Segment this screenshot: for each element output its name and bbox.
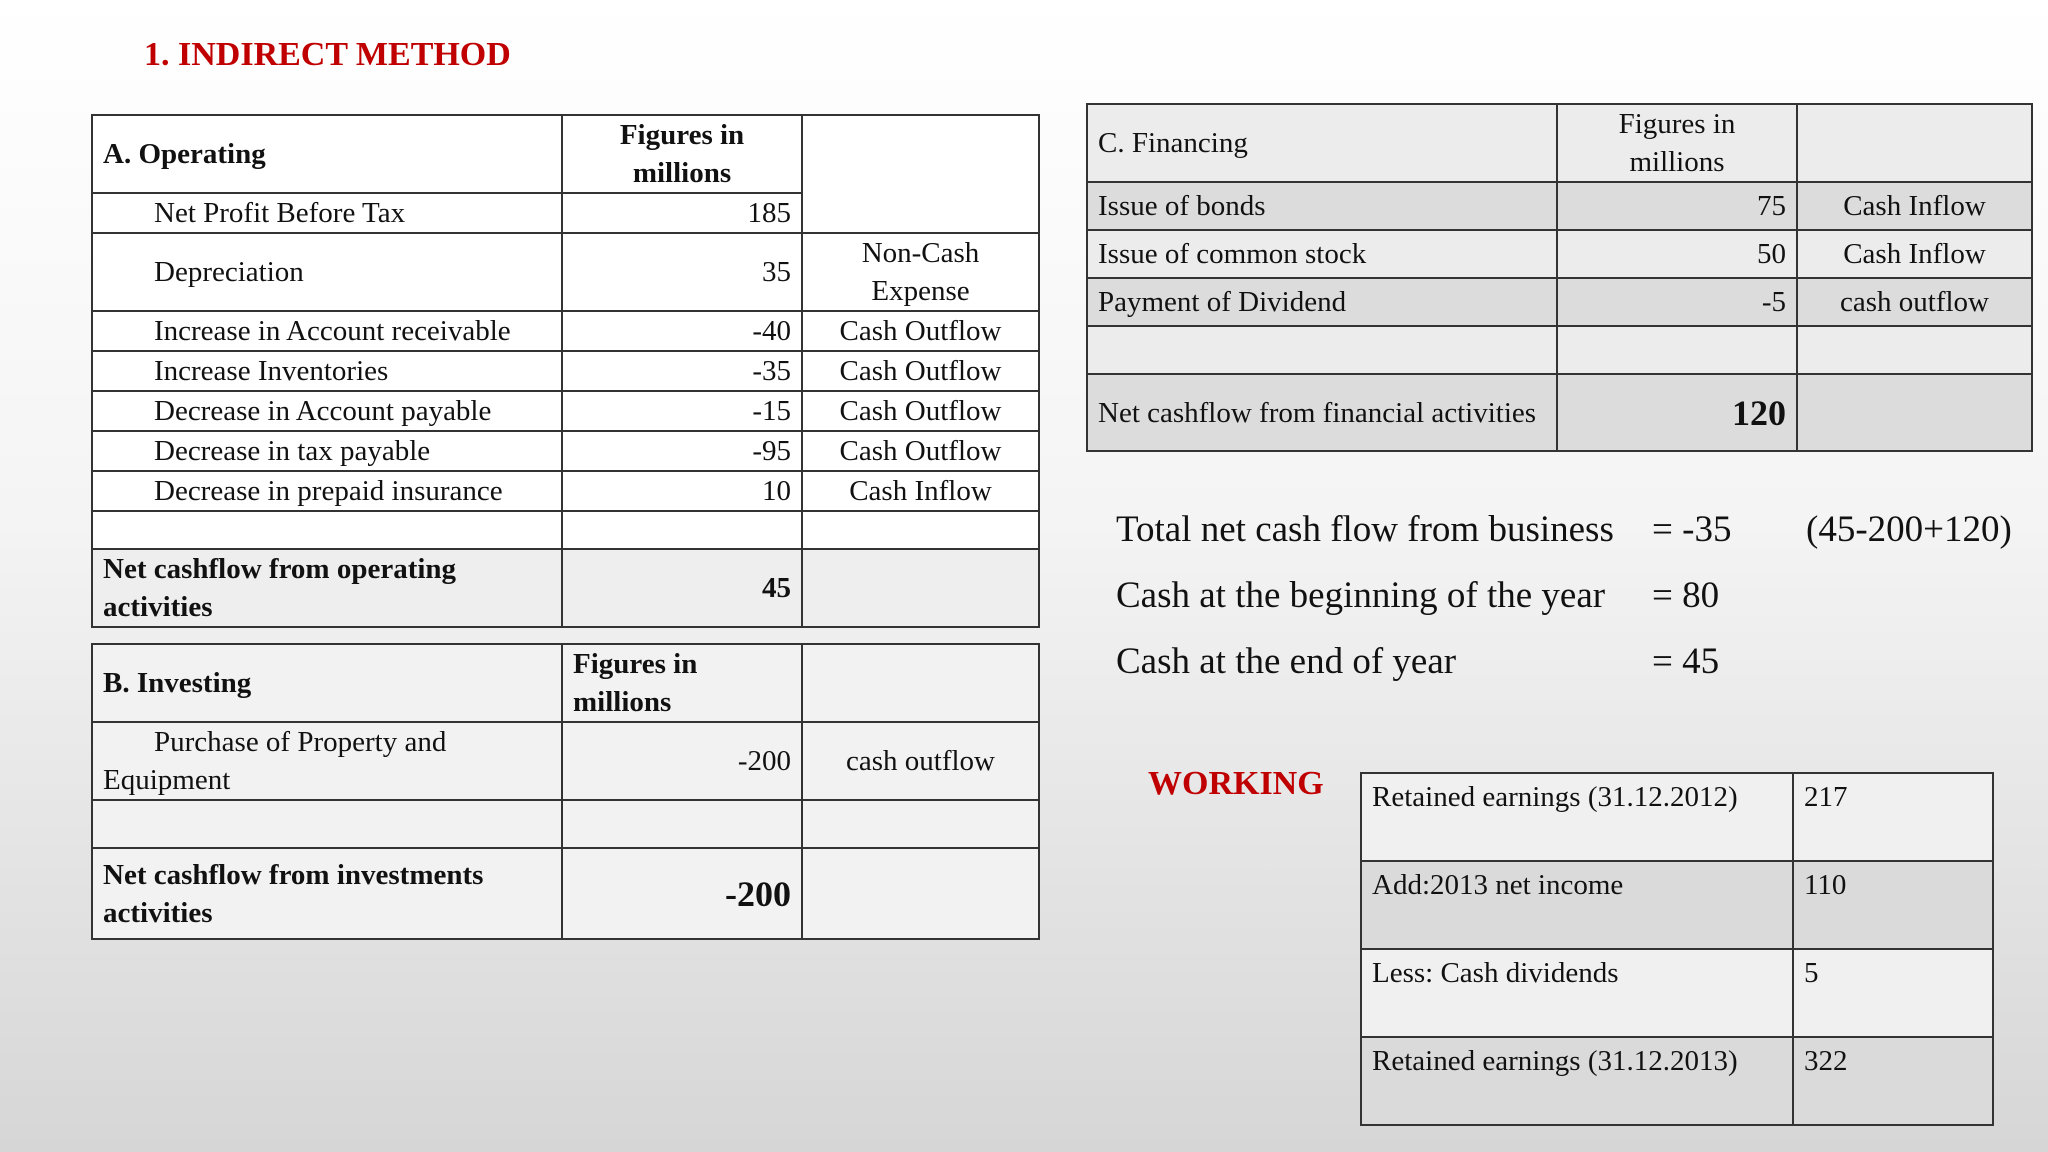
operating-row-type: Cash Inflow bbox=[802, 471, 1039, 511]
financing-row-value: 50 bbox=[1557, 230, 1797, 278]
financing-total-label: Net cashflow from financial activities bbox=[1087, 374, 1557, 451]
operating-row-type: Cash Outflow bbox=[802, 351, 1039, 391]
investing-total-label: Net cashflow from investments activities bbox=[92, 848, 562, 939]
summary-value: = -35 bbox=[1652, 509, 1732, 550]
operating-row-label: Increase in Account receivable bbox=[92, 311, 562, 351]
operating-header: A. Operating bbox=[92, 115, 562, 193]
financing-empty-cell bbox=[1087, 326, 1557, 374]
operating-row-type: Cash Outflow bbox=[802, 431, 1039, 471]
summary-value: = 45 bbox=[1652, 641, 1720, 682]
operating-row-value: 10 bbox=[562, 471, 802, 511]
working-row-label: Add:2013 net income bbox=[1361, 861, 1793, 949]
operating-row-label: Net Profit Before Tax bbox=[92, 193, 562, 233]
operating-row-label: Decrease in tax payable bbox=[92, 431, 562, 471]
investing-total-value: -200 bbox=[562, 848, 802, 939]
operating-table bbox=[91, 114, 1040, 628]
summary-value: = 80 bbox=[1652, 575, 1720, 616]
investing-blank-cell bbox=[802, 644, 1039, 722]
financing-row-label: Payment of Dividend bbox=[1087, 278, 1557, 326]
operating-row-type: Non-Cash Expense bbox=[802, 233, 1039, 311]
financing-row-label: Issue of common stock bbox=[1087, 230, 1557, 278]
financing-col-header: Figures in millions bbox=[1557, 104, 1797, 182]
financing-row-type: Cash Inflow bbox=[1797, 230, 2032, 278]
financing-blank-cell bbox=[1797, 104, 2032, 182]
investing-empty-cell bbox=[802, 848, 1039, 939]
summary-note: (45-200+120) bbox=[1806, 509, 2012, 550]
working-row-label: Retained earnings (31.12.2013) bbox=[1361, 1037, 1793, 1125]
operating-row-label: Decrease in prepaid insurance bbox=[92, 471, 562, 511]
investing-table bbox=[91, 643, 1040, 940]
financing-empty-cell bbox=[1797, 374, 2032, 451]
investing-col-header: Figures in millions bbox=[562, 644, 802, 722]
summary-line-end bbox=[1116, 640, 1816, 683]
financing-row-value: 75 bbox=[1557, 182, 1797, 230]
financing-empty-cell bbox=[1797, 326, 2032, 374]
operating-row-label: Depreciation bbox=[92, 233, 562, 311]
summary-label: Cash at the beginning of the year bbox=[1116, 575, 1606, 616]
operating-total-value: 45 bbox=[562, 549, 802, 627]
investing-header: B. Investing bbox=[92, 644, 562, 722]
operating-empty-cell bbox=[562, 511, 802, 549]
operating-blank-cell bbox=[802, 115, 1039, 233]
investing-empty-cell bbox=[92, 800, 562, 848]
summary-label: Cash at the end of year bbox=[1116, 641, 1457, 682]
financing-row-type: cash outflow bbox=[1797, 278, 2032, 326]
investing-empty-cell bbox=[802, 800, 1039, 848]
financing-total-value: 120 bbox=[1557, 374, 1797, 451]
financing-row-value: -5 bbox=[1557, 278, 1797, 326]
investing-empty-cell bbox=[562, 800, 802, 848]
operating-empty-cell bbox=[802, 549, 1039, 627]
working-row-value: 322 bbox=[1793, 1037, 1993, 1125]
investing-row-value: -200 bbox=[562, 722, 802, 800]
operating-empty-cell bbox=[92, 511, 562, 549]
operating-row-type: Cash Outflow bbox=[802, 311, 1039, 351]
working-row-value: 110 bbox=[1793, 861, 1993, 949]
operating-row-type: Cash Outflow bbox=[802, 391, 1039, 431]
working-row-value: 5 bbox=[1793, 949, 1993, 1037]
financing-row-label: Issue of bonds bbox=[1087, 182, 1557, 230]
summary-label: Total net cash flow from business bbox=[1116, 509, 1614, 550]
working-label: WORKING bbox=[1148, 765, 1324, 802]
financing-table bbox=[1086, 103, 2033, 452]
working-row-label: Retained earnings (31.12.2012) bbox=[1361, 773, 1793, 861]
summary-line-beginning bbox=[1116, 574, 1816, 617]
page-title: 1. INDIRECT METHOD bbox=[144, 36, 511, 73]
financing-header: C. Financing bbox=[1087, 104, 1557, 182]
working-table bbox=[1360, 772, 1994, 1126]
working-row-label: Less: Cash dividends bbox=[1361, 949, 1793, 1037]
operating-row-label: Increase Inventories bbox=[92, 351, 562, 391]
summary-line-total bbox=[1116, 508, 2012, 551]
operating-row-label: Decrease in Account payable bbox=[92, 391, 562, 431]
working-row-value: 217 bbox=[1793, 773, 1993, 861]
investing-row-type: cash outflow bbox=[802, 722, 1039, 800]
operating-row-value: 185 bbox=[562, 193, 802, 233]
operating-total-label: Net cashflow from operating activities bbox=[92, 549, 562, 627]
financing-row-type: Cash Inflow bbox=[1797, 182, 2032, 230]
operating-row-value: 35 bbox=[562, 233, 802, 311]
operating-row-value: -40 bbox=[562, 311, 802, 351]
operating-row-value: -35 bbox=[562, 351, 802, 391]
operating-col-header: Figures in millions bbox=[562, 115, 802, 193]
operating-row-value: -15 bbox=[562, 391, 802, 431]
investing-row-label: Purchase of Property and Equipment bbox=[92, 722, 562, 800]
operating-row-value: -95 bbox=[562, 431, 802, 471]
operating-empty-cell bbox=[802, 511, 1039, 549]
financing-empty-cell bbox=[1557, 326, 1797, 374]
